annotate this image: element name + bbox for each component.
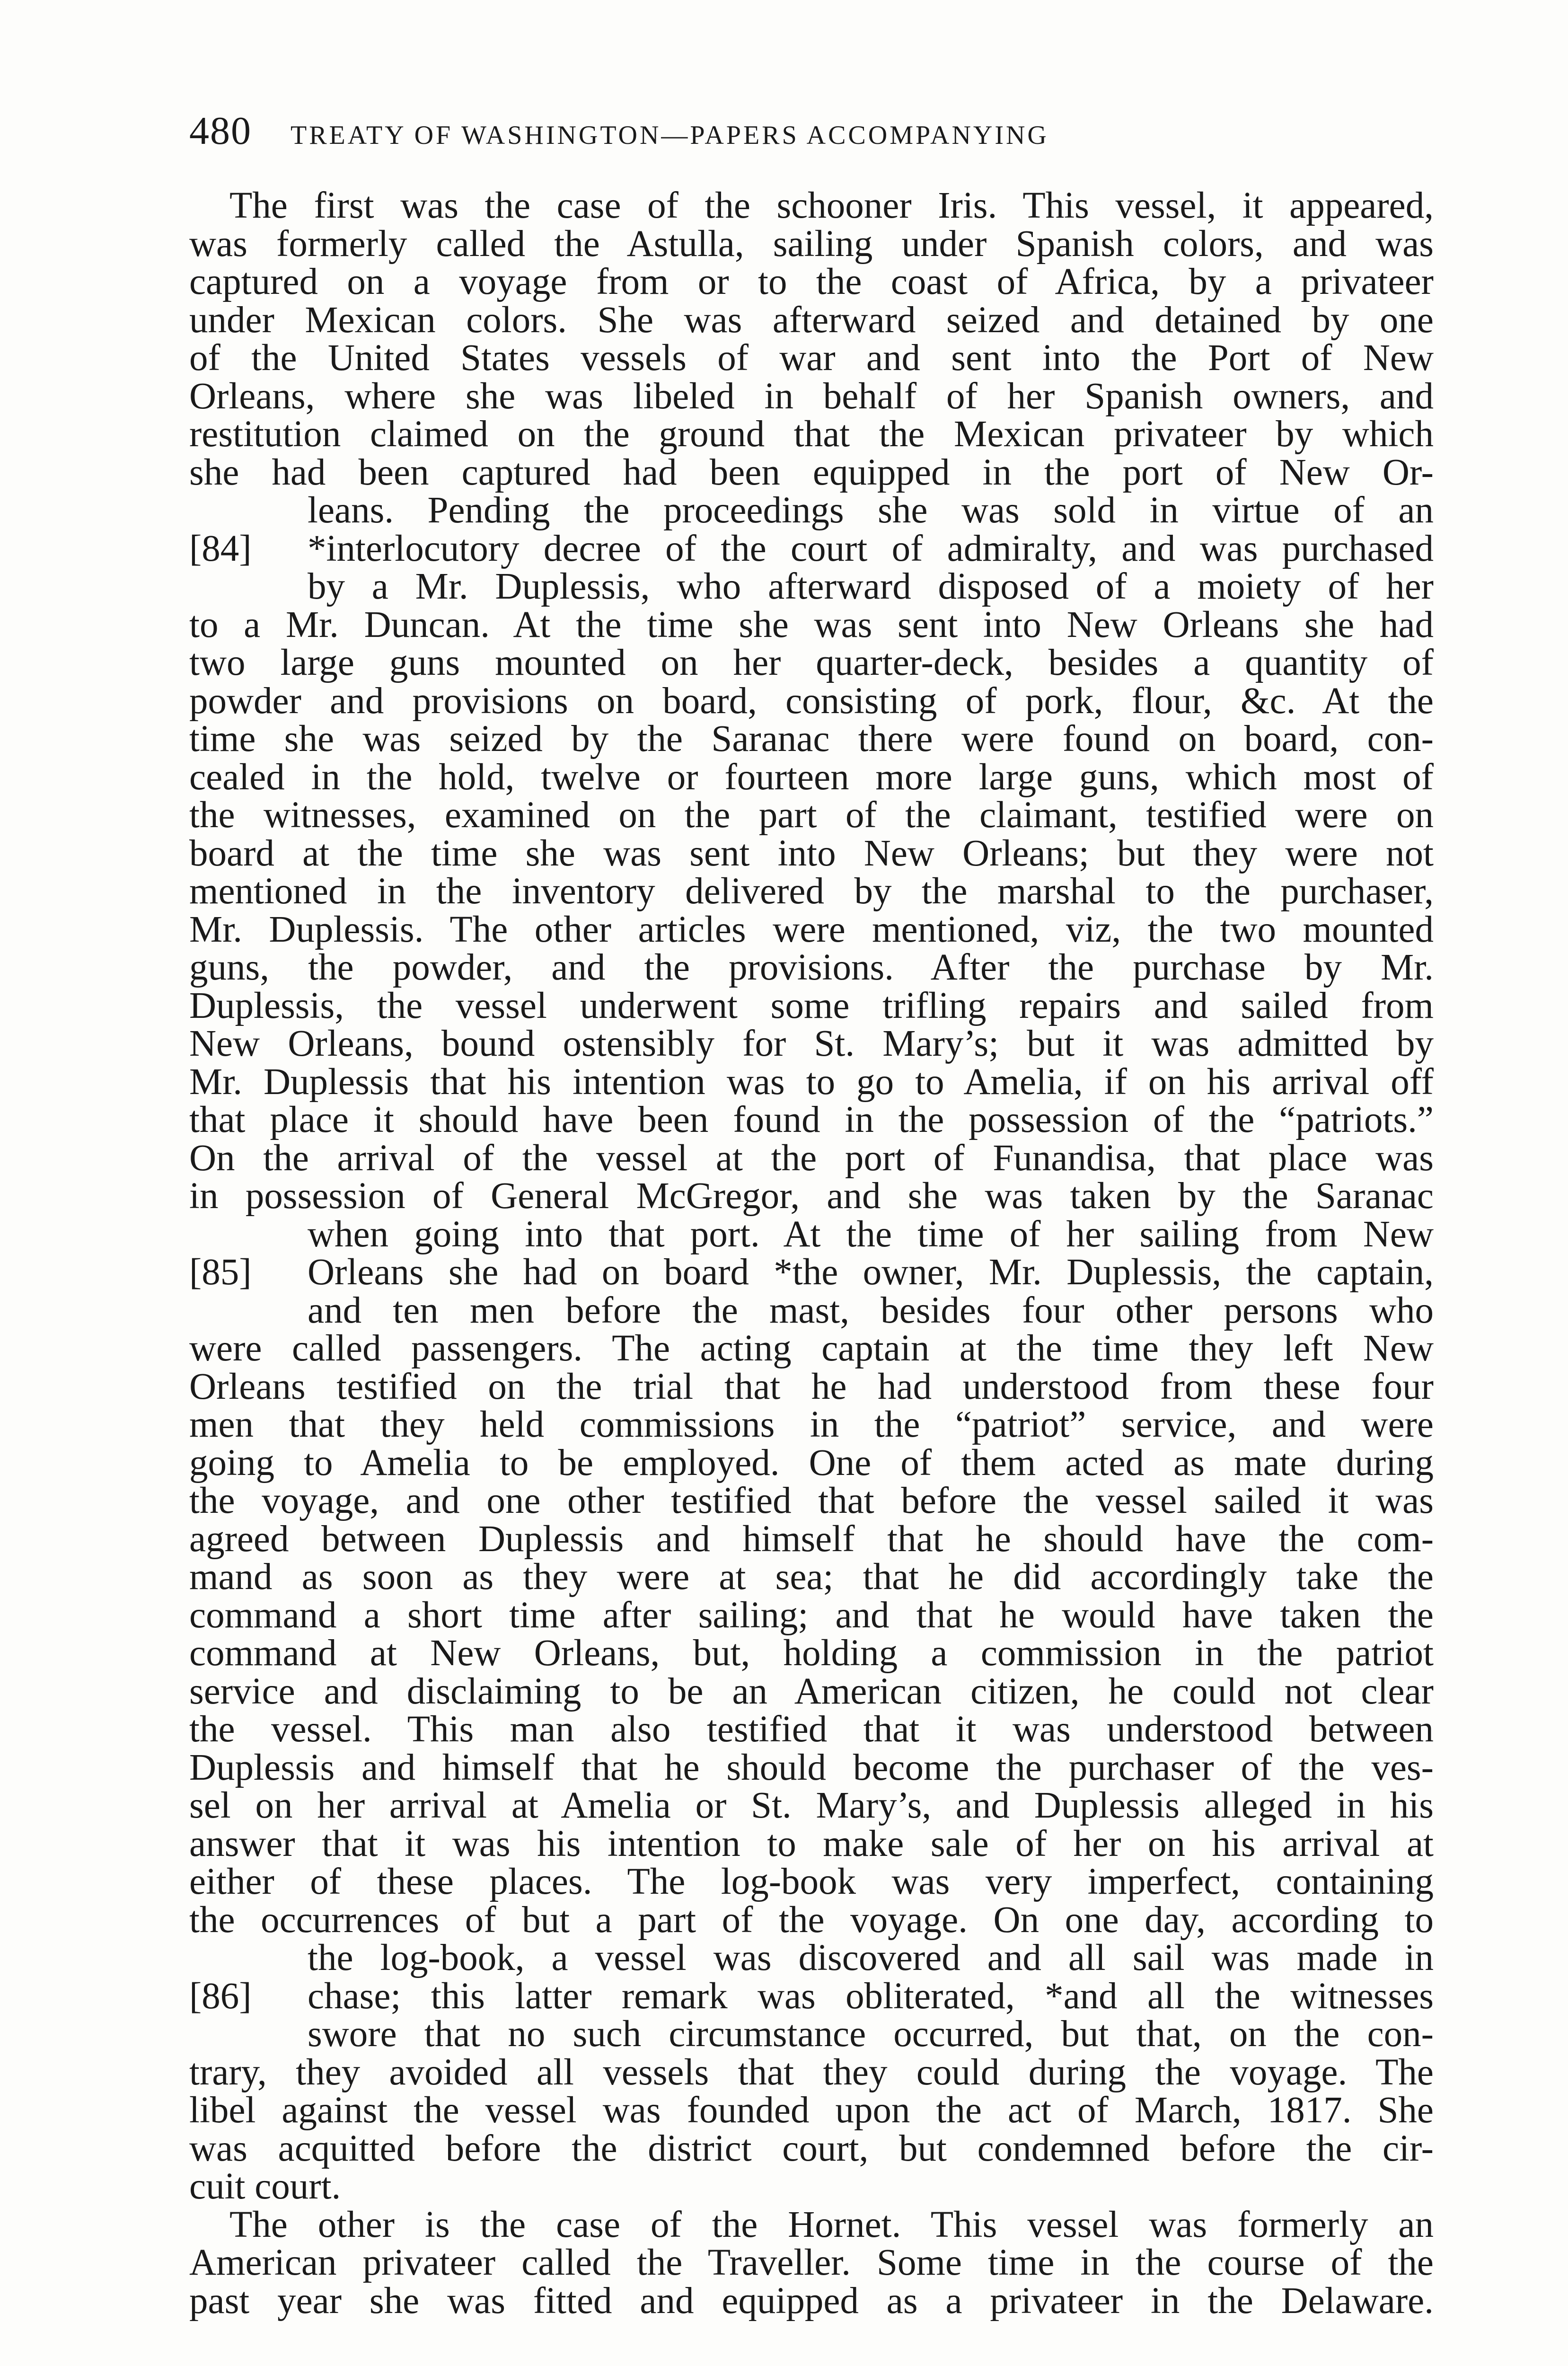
text-line: [189, 1025, 1434, 1063]
text-line: [189, 720, 1434, 759]
text-line: [189, 1101, 1434, 1139]
text-line: [189, 756, 1434, 798]
line-text: Mr. Duplessis. The other articles were mentioned, viz, the two mounted: [189, 909, 1434, 950]
text-line: [189, 2168, 1434, 2206]
text-line: [189, 949, 1434, 987]
text-line: [189, 1901, 1434, 1940]
text-line: [189, 530, 1434, 568]
line-text: to a Mr. Duncan. At the time she was sent into New Orleans she had: [189, 604, 1434, 645]
running-head: TREATY OF WASHINGTON—PAPERS ACCOMPANYING: [291, 121, 1049, 150]
text-line: [189, 911, 1434, 949]
text-line: [189, 1975, 1434, 2017]
line-text: The first was the case of the schooner Iris. This vessel, it appeared,: [229, 185, 1434, 226]
text-line: [189, 1939, 1434, 1978]
line-text: of the United States vessels of war and sent into the Port of New: [189, 337, 1434, 379]
line-text: board at the time she was sent into New Orleans; but they were not: [189, 832, 1434, 874]
line-text: was formerly called the Astulla, sailing under Spanish colors, and was: [189, 223, 1434, 265]
line-text: time she was seized by the Saranac there were found on board, con-: [189, 718, 1434, 759]
line-text: when going into that port. At the time of her sailing from New: [308, 1213, 1434, 1255]
text-line: [189, 1787, 1434, 1825]
text-line: [189, 1711, 1434, 1749]
line-text: was acquitted before the district court, but condemned before the cir-: [189, 2128, 1434, 2169]
text-line: [189, 873, 1434, 911]
line-text: the witnesses, examined on the part of the claimant, testified were on: [189, 795, 1434, 836]
line-text: Mr. Duplessis that his intention was to go to Amelia, if on his arrival off: [189, 1061, 1434, 1103]
line-text: Duplessis and himself that he should become the purchaser of the ves-: [189, 1747, 1434, 1788]
line-text: Duplessis, the vessel underwent some trifling repairs and sailed from: [189, 985, 1434, 1026]
text-line: [189, 644, 1434, 682]
page-marker: [86]: [189, 1975, 252, 2017]
text-line: [189, 1482, 1434, 1520]
text-line: [189, 301, 1434, 340]
line-text: mand as soon as they were at sea; that he did accordingly take the: [189, 1556, 1434, 1598]
text-line: [189, 2015, 1434, 2054]
line-text: American privateer called the Traveller. Some time in the course of the: [189, 2242, 1434, 2283]
text-line: [189, 2282, 1434, 2321]
line-text: swore that no such circumstance occurred, but that, on the con-: [308, 2013, 1434, 2055]
page-number: 480: [189, 109, 252, 153]
line-text: agreed between Duplessis and himself that he should have the com-: [189, 1518, 1434, 1560]
line-text: past year she was fitted and equipped as a privateer in the Delaware.: [189, 2280, 1434, 2322]
line-text: New Orleans, bound ostensibly for St. Mary’s; but it was admitted by: [189, 1023, 1434, 1064]
text-line: [189, 1213, 1434, 1255]
line-text: service and disclaiming to be an American citizen, he could not clear: [189, 1670, 1434, 1712]
text-line: [189, 2051, 1434, 2093]
line-text: mentioned in the inventory delivered by the marshal to the purchaser,: [189, 871, 1434, 912]
text-line: [189, 339, 1434, 378]
text-line: [189, 2206, 1434, 2244]
text-line: [189, 1330, 1434, 1368]
text-line: [189, 1289, 1434, 1331]
page-header: [189, 108, 1429, 160]
line-text: The other is the case of the Hornet. This vessel was formerly an: [229, 2204, 1434, 2245]
text-line: [189, 1063, 1434, 1102]
text-line: [189, 1594, 1434, 1636]
line-text: she had been captured had been equipped in the port of New Or-: [189, 451, 1434, 493]
text-line: [189, 451, 1434, 493]
text-line: [189, 375, 1434, 417]
text-line: [189, 832, 1434, 874]
text-line: [189, 1863, 1434, 1901]
text-line: [189, 492, 1434, 530]
text-line: [189, 1670, 1434, 1712]
line-text: going to Amelia to be employed. One of them acted as mate during: [189, 1442, 1434, 1483]
line-text: sel on her arrival at Amelia or St. Mary’s, and Duplessis alleged in his: [189, 1785, 1434, 1826]
line-text: cuit court.: [189, 2166, 341, 2207]
line-text: powder and provisions on board, consisting of pork, flour, &c. At the: [189, 680, 1434, 722]
text-line: [189, 187, 1434, 225]
text-line: [189, 1406, 1434, 1444]
line-text: either of these places. The log-book was very imperfect, containing: [189, 1861, 1434, 1902]
text-line: [189, 2244, 1434, 2282]
line-text: trary, they avoided all vessels that they could during the voyage. The: [189, 2051, 1434, 2093]
line-text: answer that it was his intention to make sale of her on his arrival at: [189, 1823, 1434, 1864]
line-text: that place it should have been found in the possession of the “patriots.”: [189, 1099, 1434, 1140]
line-text: restitution claimed on the ground that the Mexican privateer by which: [189, 414, 1434, 455]
text-line: [189, 1520, 1434, 1559]
text-line: [189, 225, 1434, 264]
line-text: in possession of General McGregor, and she was taken by the Saranac: [189, 1175, 1434, 1217]
text-line: [189, 263, 1434, 301]
line-text: the log-book, a vessel was discovered and all sail was made in: [308, 1937, 1434, 1978]
text-line: [189, 987, 1434, 1025]
text-line: [189, 1749, 1434, 1787]
text-line: [189, 1177, 1434, 1216]
text-line: [189, 1444, 1434, 1483]
text-line: [189, 606, 1434, 644]
text-line: [189, 415, 1434, 454]
text-line: [189, 1634, 1434, 1673]
body-text: [189, 187, 1434, 2320]
line-text: *interlocutory decree of the court of admiralty, and was purchased: [308, 528, 1434, 569]
text-line: [189, 1139, 1434, 1178]
line-text: the occurrences of but a part of the voyage. On one day, according to: [189, 1899, 1434, 1941]
line-text: chase; this latter remark was obliterated, *and all the witnesses: [308, 1975, 1434, 2017]
line-text: the voyage, and one other testified that before the vessel sailed it was: [189, 1480, 1434, 1521]
text-line: [189, 1254, 1434, 1292]
line-text: Orleans testified on the trial that he had understood from these four: [189, 1366, 1434, 1407]
line-text: Orleans she had on board *the owner, Mr. Duplessis, the captain,: [308, 1252, 1434, 1293]
line-text: command a short time after sailing; and that he would have taken the: [189, 1594, 1434, 1636]
line-text: by a Mr. Duplessis, who afterward disposed of a moiety of her: [308, 566, 1434, 607]
line-text: captured on a voyage from or to the coast of Africa, by a privateer: [189, 261, 1434, 302]
line-text: the vessel. This man also testified that it was understood between: [189, 1709, 1434, 1750]
line-text: and ten men before the mast, besides four other persons who: [308, 1289, 1434, 1331]
line-text: under Mexican colors. She was afterward seized and detained by one: [189, 299, 1434, 341]
line-text: were called passengers. The acting captain at the time they left New: [189, 1328, 1434, 1369]
text-line: [189, 568, 1434, 606]
line-text: men that they held commissions in the “patriot” service, and were: [189, 1404, 1434, 1445]
line-text: Orleans, where she was libeled in behalf of her Spanish owners, and: [189, 375, 1434, 417]
text-line: [189, 1558, 1434, 1597]
text-line: [189, 2092, 1434, 2130]
text-line: [189, 1825, 1434, 1863]
text-line: [189, 796, 1434, 835]
line-text: two large guns mounted on her quarter-deck, besides a quantity of: [189, 642, 1434, 683]
line-text: leans. Pending the proceedings she was sold in virtue of an: [308, 490, 1434, 531]
line-text: On the arrival of the vessel at the port of Funandisa, that place was: [189, 1137, 1434, 1179]
page-marker: [85]: [189, 1252, 252, 1293]
line-text: libel against the vessel was founded upon the act of March, 1817. She: [189, 2090, 1434, 2131]
text-line: [189, 2130, 1434, 2168]
line-text: guns, the powder, and the provisions. After the purchase by Mr.: [189, 947, 1434, 988]
line-text: command at New Orleans, but, holding a commission in the patriot: [189, 1633, 1434, 1674]
page-marker: [84]: [189, 528, 252, 569]
text-line: [189, 682, 1434, 721]
line-text: cealed in the hold, twelve or fourteen more large guns, which most of: [189, 756, 1434, 798]
text-line: [189, 1368, 1434, 1406]
